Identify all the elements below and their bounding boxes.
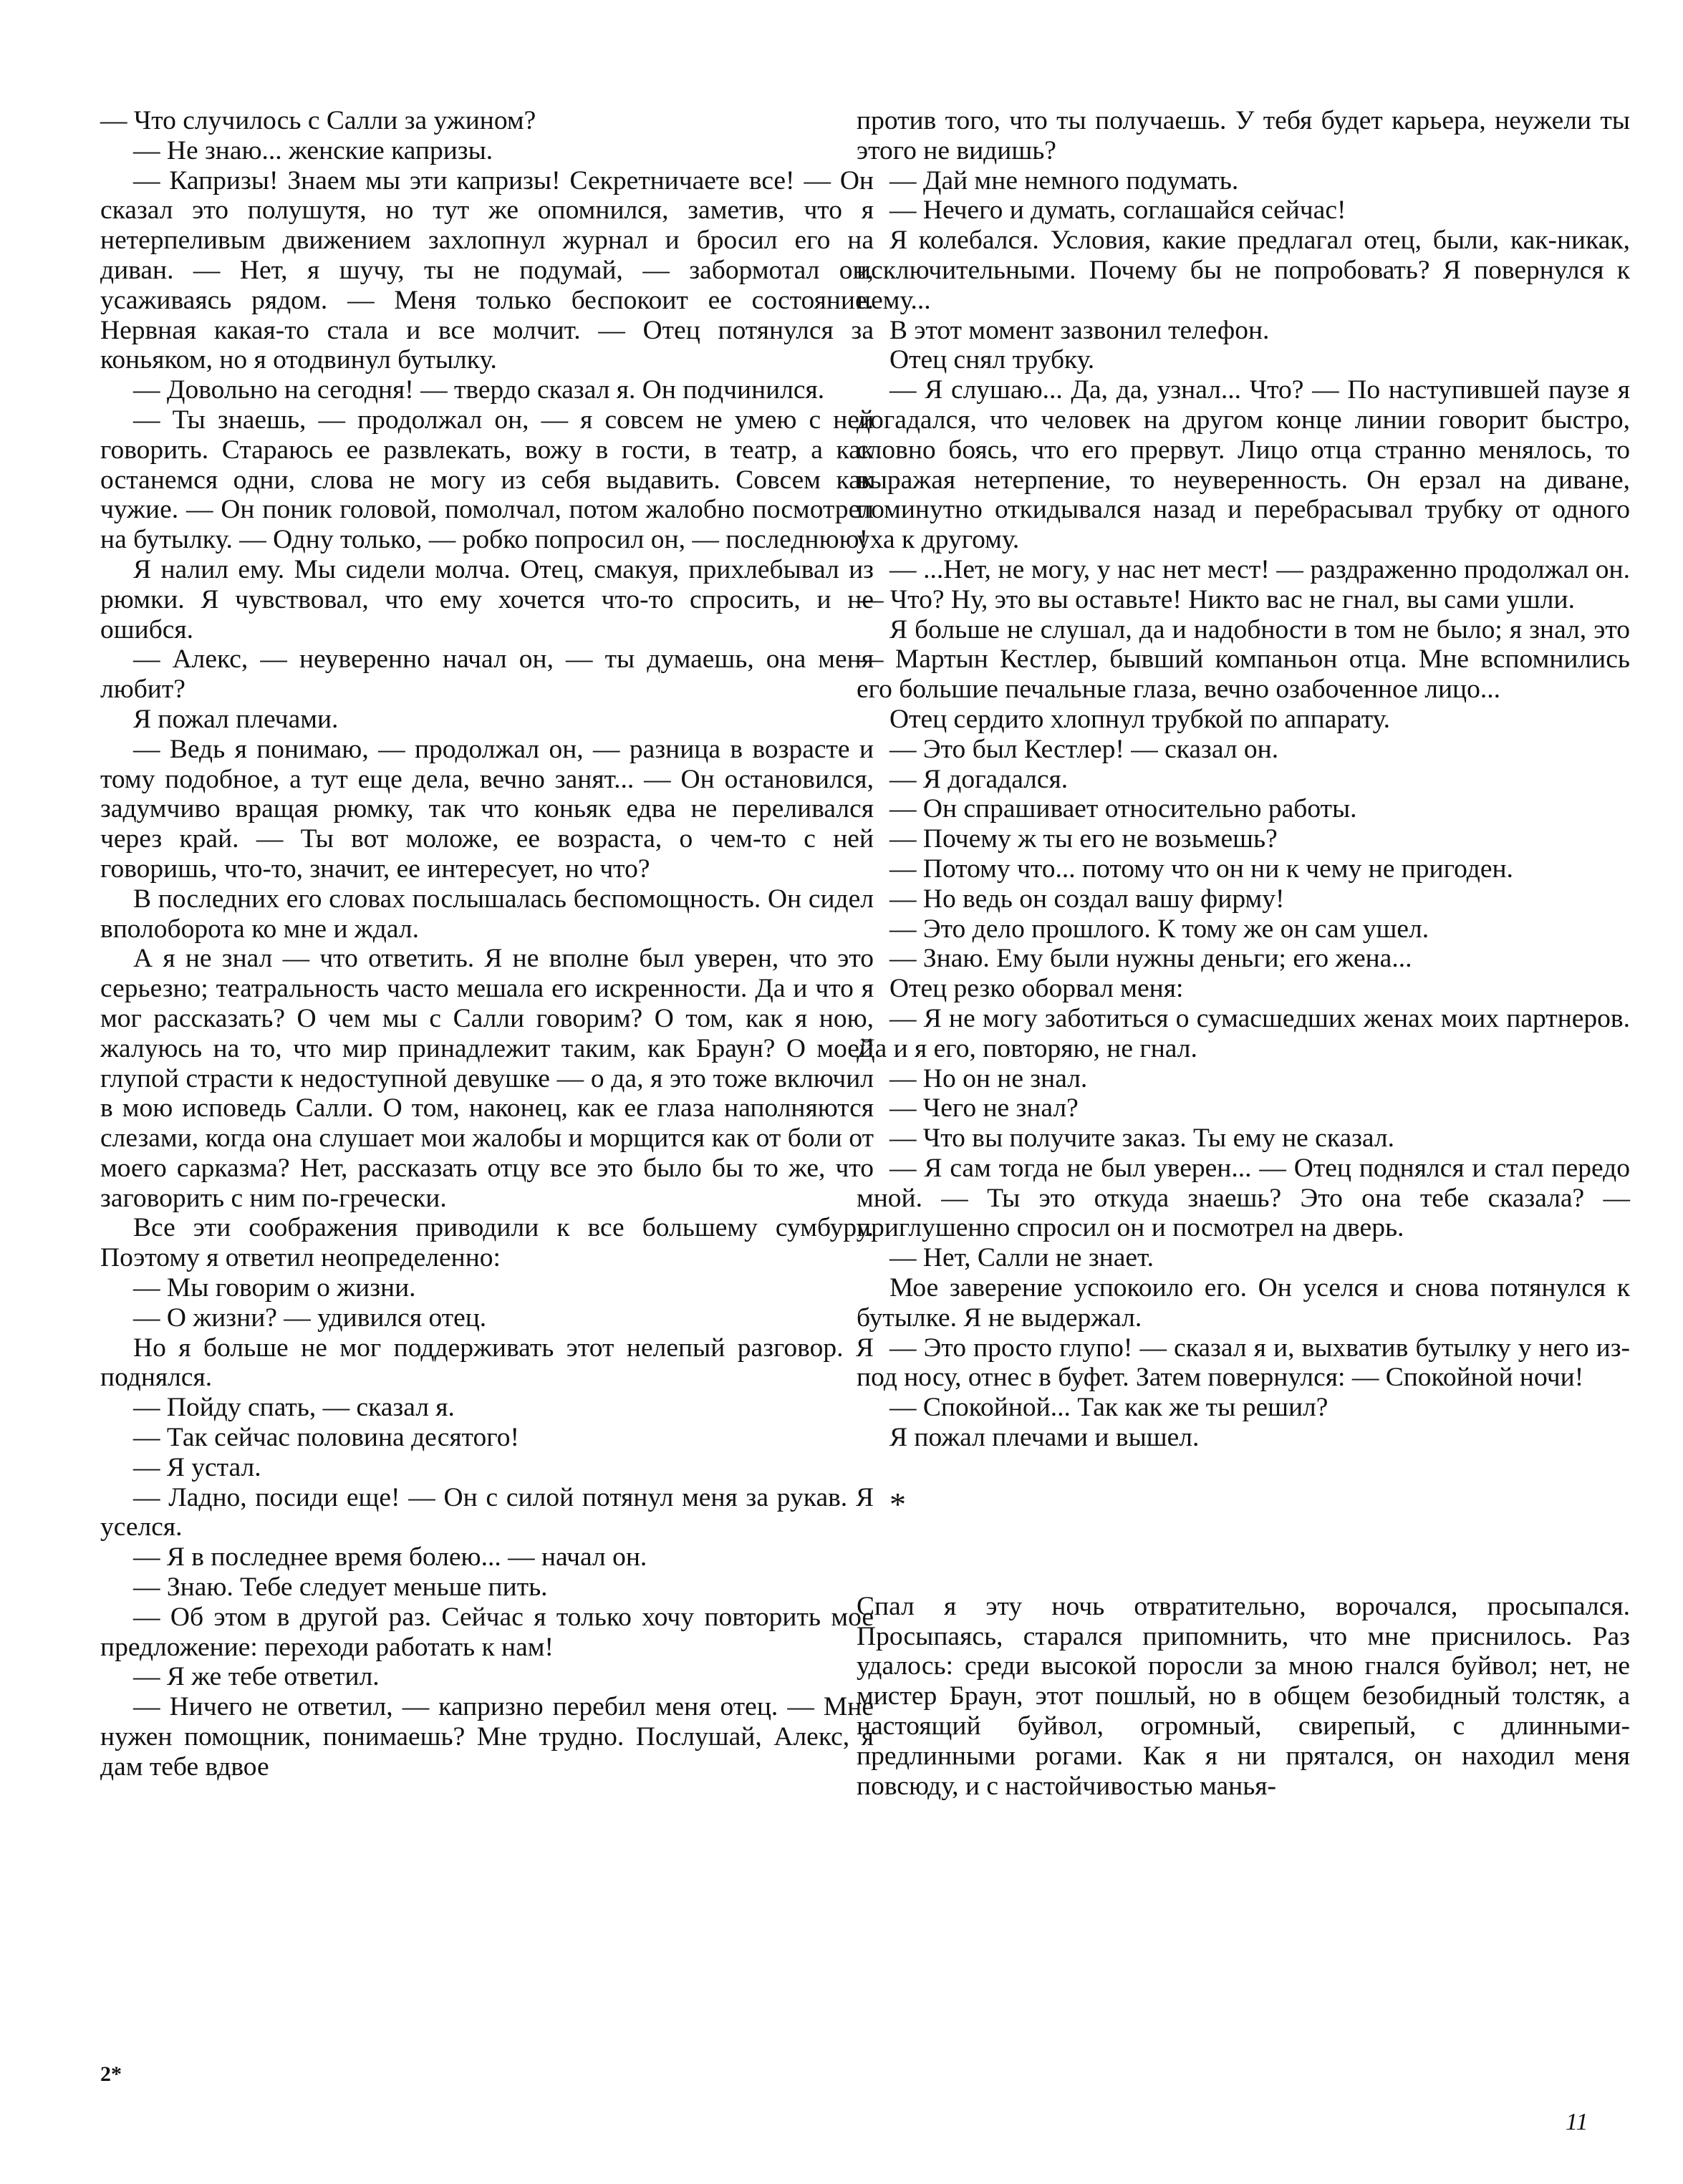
- paragraph: — Дай мне немного подумать.: [889, 165, 1239, 195]
- paragraph: Я больше не слушал, да и надобности в том не было; я знал, это — Мартын Кестлер, бывший компаньон отца. Мне вспомнились его большие печальные глаза, вечно озабоченное лицо...: [857, 614, 1630, 705]
- paragraph: — О жизни? — удивился отец.: [133, 1303, 487, 1333]
- paragraph: — ...Нет, не могу, у нас нет мест! — раздраженно продолжал он. — Что? Ну, это вы оставьте! Никто вас не гнал, вы сами ушли.: [857, 554, 1630, 614]
- paragraph: — Это дело прошлого. К тому же он сам ушел.: [889, 914, 1429, 944]
- paragraph: — Я сам тогда не был уверен... — Отец поднялся и стал передо мной. — Ты это откуда знаешь? Это она тебе сказала? — приглушенно спросил он и посмотрел на дверь.: [857, 1153, 1630, 1243]
- paragraph: — Что случилось с Салли за ужином?: [100, 106, 536, 135]
- paragraph: — Я догадался.: [889, 764, 1069, 794]
- left-column: [100, 106, 874, 1782]
- paragraph: — Спокойной... Так как же ты решил?: [889, 1393, 1328, 1423]
- paragraph: — Почему ж ты его не возьмешь?: [889, 824, 1278, 854]
- paragraph: против того, что ты получаешь. У тебя будет карьера, неужели ты этого не видишь?: [857, 106, 1630, 165]
- signature-mark: 2*: [100, 2062, 122, 2086]
- paragraph: — Знаю. Ему были нужны деньги; его жена...: [889, 944, 1412, 974]
- paragraph: — Но ведь он создал вашу фирму!: [889, 884, 1285, 914]
- paragraph: — Ладно, посиди еще! — Он с силой потянул меня за рукав. Я уселся.: [100, 1482, 874, 1542]
- paragraph: Я налил ему. Мы сидели молча. Отец, смакуя, прихлебывал из рюмки. Я чувствовал, что ему хочется что-то спросить, и не ошибся.: [100, 554, 874, 644]
- paragraph: Но я больше не мог поддерживать этот нелепый разговор. Я поднялся.: [100, 1333, 874, 1393]
- paragraph: — Не знаю... женские капризы.: [133, 135, 493, 165]
- paragraph: В последних его словах послышалась беспомощность. Он сидел вполоборота ко мне и ждал.: [100, 884, 874, 944]
- paragraph: — Нечего и думать, соглашайся сейчас!: [889, 195, 1346, 226]
- paragraph: Отец снял трубку.: [889, 345, 1095, 375]
- paragraph: — Так сейчас половина десятого!: [133, 1423, 519, 1453]
- paragraph: — Чего не знал?: [889, 1093, 1079, 1124]
- paragraph: Спал я эту ночь отвратительно, ворочался, просыпался. Просыпаясь, старался припомнить, что мне приснилось. Раз удалось: среди высокой поросли за мною гнался буйвол; нет, не мистер Браун, этот пошлый, но в общем безобидный толстяк, а настоящий буйвол, огромный, свирепый, с длинными-предлинными рогами. Как я ни прятался, он находил меня повсюду, и с настойчивостью манья-: [857, 1591, 1630, 1801]
- paragraph: А я не знал — что ответить. Я не вполне был уверен, что это серьезно; театральность часто мешала его искренности. Да и что я мог рассказать? О чем мы с Салли говорим? О том, как я ною, жалуюсь на то, что мир принадлежит таким, как Браун? О моей глупой страсти к недоступной девушке — о да, я это тоже включил в мою исповедь Салли. О том, наконец, как ее глаза наполняются слезами, когда она слушает мои жалобы и морщится как от боли от моего сарказма? Нет, рассказать отцу все это было бы то же, что заговорить с ним по-гречески.: [100, 944, 874, 1213]
- paragraph: — Что вы получите заказ. Ты ему не сказал.: [889, 1124, 1394, 1154]
- paragraph: — Я устал.: [133, 1452, 261, 1482]
- paragraph: Я пожал плечами.: [133, 704, 339, 734]
- paragraph: Я пожал плечами и вышел.: [889, 1423, 1200, 1453]
- page-number: 11: [1566, 2109, 1588, 2135]
- paragraph: — Мы говорим о жизни.: [133, 1273, 416, 1303]
- paragraph: — Пойду спать, — сказал я.: [133, 1393, 455, 1423]
- paragraph: — Это просто глупо! — сказал я и, выхватив бутылку у него из-под носу, отнес в буфет. Затем повернулся: — Спокойной ночи!: [857, 1333, 1630, 1393]
- right-column: [857, 106, 1630, 1801]
- paragraph: Отец сердито хлопнул трубкой по аппарату.: [889, 704, 1391, 734]
- paragraph: — Довольно на сегодня! — твердо сказал я. Он подчинился.: [133, 375, 825, 405]
- paragraph: — Ты знаешь, — продолжал он, — я совсем не умею с ней говорить. Стараюсь ее развлекать, вожу в гости, в театр, а как останемся одни, слова не могу из себя выдавить. Совсем как чужие. — Он поник головой, помолчал, потом жалобно посмотрел на бутылку. — Одну только, — робко попросил он, — последнюю!: [100, 405, 874, 555]
- paragraph: — Нет, Салли не знает.: [889, 1243, 1154, 1273]
- section-break-asterisk: *: [889, 1485, 906, 1522]
- paragraph: — Ничего не ответил, — капризно перебил меня отец. — Мне нужен помощник, понимаешь? Мне трудно. Послушай, Алекс, я дам тебе вдвое: [100, 1692, 874, 1782]
- paragraph: — Но он не знал.: [889, 1063, 1088, 1093]
- paragraph: — Потому что... потому что он ни к чему не пригоден.: [889, 854, 1513, 884]
- paragraph: Отец резко оборвал меня:: [889, 974, 1184, 1004]
- section-gap: [857, 1453, 1630, 1483]
- paragraph: Все эти соображения приводили к все большему сумбуру. Поэтому я ответил неопределенно:: [100, 1213, 874, 1273]
- paragraph: — Я в последнее время болею... — начал он.: [133, 1542, 647, 1572]
- section-gap: [857, 1526, 1630, 1592]
- paragraph: Я колебался. Условия, какие предлагал отец, были, как-никак, исключительными. Почему бы не попробовать? Я повернулся к нему...: [857, 226, 1630, 315]
- paragraph: — Я не могу заботиться о сумасшедших женах моих партнеров. Да и я его, повторяю, не гнал.: [857, 1003, 1630, 1063]
- paragraph: — Я же тебе ответил.: [133, 1662, 380, 1692]
- paragraph: Мое заверение успокоило его. Он уселся и снова потянулся к бутылке. Я не выдержал.: [857, 1273, 1630, 1333]
- paragraph: — Капризы! Знаем мы эти капризы! Секретничаете все! — Он сказал это полушутя, но тут же опомнился, заметив, что я нетерпеливым движением захлопнул журнал и бросил его на диван. — Нет, я шучу, ты не подумай, — забормотал он, усаживаясь рядом. — Меня только беспокоит ее состояние. Нервная какая-то стала и все молчит. — Отец потянулся за коньяком, но я отодвинул бутылку.: [100, 165, 874, 375]
- paragraph: — Я слушаю... Да, да, узнал... Что? — По наступившей паузе я догадался, что человек на другом конце линии говорит быстро, словно боясь, что его прервут. Лицо отца странно менялось, то выражая нетерпение, то неуверенность. Он ерзал на диване, поминутно откидывался назад и перебрасывал трубку от одного уха к другому.: [857, 375, 1630, 555]
- paragraph: — Он спрашивает относительно работы.: [889, 794, 1357, 824]
- paragraph: — Алекс, — неуверенно начал он, — ты думаешь, она меня любит?: [100, 644, 874, 705]
- paragraph: — Знаю. Тебе следует меньше пить.: [133, 1572, 548, 1603]
- paragraph: — Ведь я понимаю, — продолжал он, — разница в возрасте и тому подобное, а тут еще дела, вечно занят... — Он остановился, задумчиво вращая рюмку, так что коньяк едва не переливался через край. — Ты вот моложе, ее возраста, о чем-то с ней говоришь, что-то, значит, ее интересует, но что?: [100, 734, 874, 884]
- paragraph: В этот момент зазвонил телефон.: [889, 315, 1270, 345]
- paragraph: — Об этом в другой раз. Сейчас я только хочу повторить мое предложение: переходи работать к нам!: [100, 1602, 874, 1662]
- paragraph: — Это был Кестлер! — сказал он.: [889, 734, 1279, 764]
